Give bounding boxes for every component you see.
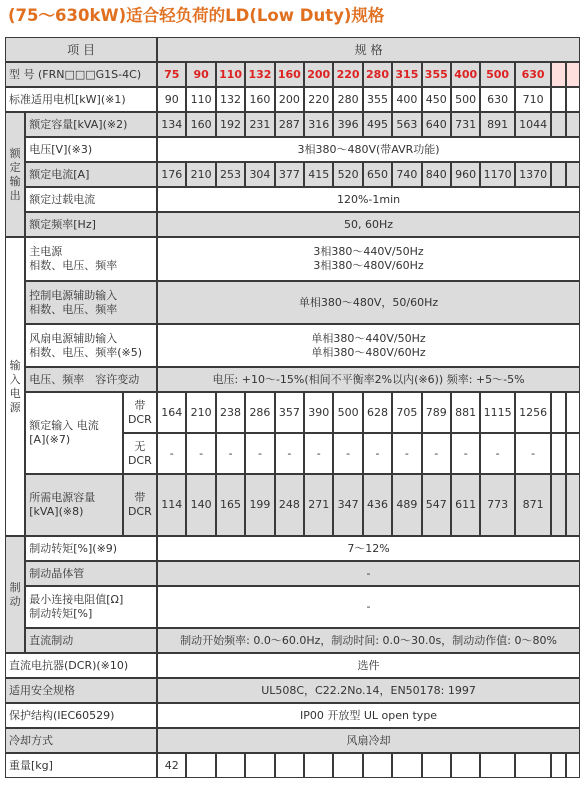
input-current-nodcr-value: -: [245, 433, 274, 474]
header-item: 项 目: [5, 37, 157, 62]
motor-value: 450: [422, 87, 451, 112]
input-current-value: 789: [422, 392, 451, 433]
capacity-value: 160: [186, 112, 215, 137]
current-value: 210: [186, 162, 215, 187]
input-current-nodcr-value: -: [186, 433, 215, 474]
weight-value: [216, 753, 245, 778]
input-current-nodcr-value: -: [480, 433, 514, 474]
current-value: 520: [333, 162, 362, 187]
brake-transistor-value: -: [157, 561, 580, 586]
model-value: 400: [451, 62, 480, 87]
capacity-row: [5, 112, 580, 137]
voltage-row: [5, 137, 580, 162]
frequency-row: [5, 212, 580, 237]
input-current-value: 1256: [515, 392, 552, 433]
tolerance-value: 电压: +10～-15%(相间不平衡率2%以内(※6)) 频率: +5～-5%: [157, 367, 580, 392]
input-current-nodcr-value: -: [515, 433, 552, 474]
input-current-nodcr-value: -: [363, 433, 392, 474]
capacity-value: 396: [333, 112, 362, 137]
control-aux-row: [5, 281, 580, 324]
cooling-value: 风扇冷却: [157, 728, 580, 753]
input-current-value: 286: [245, 392, 274, 433]
required-capacity-value: 871: [515, 474, 552, 536]
required-capacity-value: 248: [275, 474, 304, 536]
dc-braking-value: 制动开始频率: 0.0～60.0Hz，制动时间: 0.0～30.0s，制动动作值: 0～80%: [157, 628, 580, 653]
model-label: 型 号 (FRN□□□G1S-4C): [5, 62, 157, 87]
input-current-nodcr-value: -: [392, 433, 421, 474]
header-spec: 规 格: [157, 37, 580, 62]
input-current-nodcr-value: -: [422, 433, 451, 474]
cooling-label: 冷却方式: [5, 728, 157, 753]
input-current-value: 164: [157, 392, 186, 433]
weight-value: 42: [157, 753, 186, 778]
without-dcr-label: 无 DCR: [123, 433, 157, 474]
min-resistor-row: [5, 586, 580, 628]
empty-cell: [566, 112, 580, 137]
model-value: 132: [245, 62, 274, 87]
motor-label: 标准适用电机[kW](※1): [5, 87, 157, 112]
required-capacity-value: 547: [422, 474, 451, 536]
input-current-nodcr-value: -: [216, 433, 245, 474]
fan-aux-label: 风扇电源辅助输入 相数、电压、频率(※5): [25, 324, 157, 367]
input-current-value: 881: [451, 392, 480, 433]
current-value: 840: [422, 162, 451, 187]
model-value: 220: [333, 62, 362, 87]
input-current-nodcr-value: -: [275, 433, 304, 474]
motor-value: 110: [186, 87, 215, 112]
dc-braking-row: [5, 628, 580, 653]
current-value: 253: [216, 162, 245, 187]
required-capacity-value: 611: [451, 474, 480, 536]
weight-value: [304, 753, 333, 778]
current-value: 377: [275, 162, 304, 187]
capacity-value: 287: [275, 112, 304, 137]
empty-cell: [551, 112, 565, 137]
spec-table: [5, 37, 580, 778]
motor-value: 280: [333, 87, 362, 112]
motor-value: 630: [480, 87, 514, 112]
input-current-value: 238: [216, 392, 245, 433]
empty-cell: [551, 162, 565, 187]
cooling-row: [5, 728, 580, 753]
protection-row: [5, 703, 580, 728]
capacity-value: 134: [157, 112, 186, 137]
fan-aux-row: [5, 324, 580, 367]
brake-torque-row: [5, 536, 580, 561]
current-row: [5, 162, 580, 187]
weight-value: [275, 753, 304, 778]
capacity-label: 额定容量[kVA](※2): [25, 112, 157, 137]
frequency-label: 额定频率[Hz]: [25, 212, 157, 237]
fan-aux-value: 单相380～440V/50Hz 单相380～480V/60Hz: [157, 324, 580, 367]
input-current-value: 390: [304, 392, 333, 433]
weight-value: [515, 753, 552, 778]
dcr-row: [5, 653, 580, 678]
control-aux-label: 控制电源辅助输入 相数、电压、频率: [25, 281, 157, 324]
input-current-value: 357: [275, 392, 304, 433]
main-power-value: 3相380～440V/50Hz 3相380～480V/60Hz: [157, 237, 580, 281]
current-label: 额定电流[A]: [25, 162, 157, 187]
current-value: 415: [304, 162, 333, 187]
weight-value: [363, 753, 392, 778]
current-value: 650: [363, 162, 392, 187]
dcr-label: 直流电抗器(DCR)(※10): [5, 653, 157, 678]
model-value: 110: [216, 62, 245, 87]
required-capacity-value: 140: [186, 474, 215, 536]
current-value: 740: [392, 162, 421, 187]
weight-value: [451, 753, 480, 778]
input-current-value: 628: [363, 392, 392, 433]
weight-value: [422, 753, 451, 778]
main-power-row: [5, 237, 580, 281]
empty-cell: [551, 392, 565, 433]
weight-value: [480, 753, 514, 778]
overload-row: [5, 187, 580, 212]
safety-row: [5, 678, 580, 703]
empty-cell: [566, 162, 580, 187]
with-dcr-label: 带 DCR: [123, 474, 157, 536]
brake-transistor-label: 制动晶体管: [25, 561, 157, 586]
model-value: 355: [422, 62, 451, 87]
capacity-value: 640: [422, 112, 451, 137]
weight-value: [333, 753, 362, 778]
required-capacity-value: 271: [304, 474, 333, 536]
input-current-value: 705: [392, 392, 421, 433]
required-capacity-label: 所需电源容量 [kVA](※8): [25, 474, 122, 536]
motor-value: 400: [392, 87, 421, 112]
dc-braking-label: 直流制动: [25, 628, 157, 653]
brake-transistor-row: [5, 561, 580, 586]
input-current-value: 210: [186, 392, 215, 433]
motor-value: 500: [451, 87, 480, 112]
empty-cell: [566, 392, 580, 433]
motor-value: 220: [304, 87, 333, 112]
current-value: 1370: [515, 162, 552, 187]
required-capacity-value: 114: [157, 474, 186, 536]
safety-label: 适用安全规格: [5, 678, 157, 703]
input-current-value: 1115: [480, 392, 514, 433]
empty-cell: [551, 62, 565, 87]
tolerance-row: [5, 367, 580, 392]
capacity-value: 495: [363, 112, 392, 137]
weight-value: [392, 753, 421, 778]
motor-value: 160: [245, 87, 274, 112]
motor-value: 90: [157, 87, 186, 112]
with-dcr-label: 带 DCR: [123, 392, 157, 433]
required-capacity-value: 436: [363, 474, 392, 536]
empty-cell: [551, 433, 565, 474]
empty-cell: [566, 474, 580, 536]
weight-value: [186, 753, 215, 778]
current-value: 304: [245, 162, 274, 187]
current-value: 176: [157, 162, 186, 187]
empty-cell: [566, 62, 580, 87]
capacity-value: 1044: [515, 112, 552, 137]
min-resistor-label: 最小连接电阻值[Ω] 制动转矩[%]: [25, 586, 157, 628]
capacity-value: 192: [216, 112, 245, 137]
motor-value: 355: [363, 87, 392, 112]
required-capacity-value: 347: [333, 474, 362, 536]
model-value: 315: [392, 62, 421, 87]
voltage-label: 电压[V](※3): [25, 137, 157, 162]
model-value: 160: [275, 62, 304, 87]
tolerance-label: 电压、频率 容许变动: [25, 367, 157, 392]
current-value: 960: [451, 162, 480, 187]
input-power-group-label: 输 入 电 源: [5, 237, 25, 536]
required-capacity-value: 199: [245, 474, 274, 536]
model-value: 75: [157, 62, 186, 87]
model-value: 280: [363, 62, 392, 87]
protection-label: 保护结构(IEC60529): [5, 703, 157, 728]
empty-cell: [551, 474, 565, 536]
model-value: 630: [515, 62, 552, 87]
empty-cell: [551, 87, 565, 112]
rated-output-group-label: 额 定 输 出: [5, 112, 25, 237]
motor-value: 710: [515, 87, 552, 112]
required-capacity-value: 773: [480, 474, 514, 536]
overload-label: 额定过载电流: [25, 187, 157, 212]
input-current-nodcr-value: -: [333, 433, 362, 474]
input-current-nodcr-value: -: [451, 433, 480, 474]
motor-value: 200: [275, 87, 304, 112]
min-resistor-value: -: [157, 586, 580, 628]
model-value: 200: [304, 62, 333, 87]
input-current-dcr-row: [5, 392, 580, 433]
required-capacity-value: 165: [216, 474, 245, 536]
capacity-value: 891: [480, 112, 514, 137]
required-capacity-row: [5, 474, 580, 536]
main-power-label: 主电源 相数、电压、频率: [25, 237, 157, 281]
page-title: (75～630kW)适合轻负荷的LD(Low Duty)规格: [8, 6, 385, 25]
brake-torque-label: 制动转矩[%](※9): [25, 536, 157, 561]
weight-label: 重量[kg]: [5, 753, 157, 778]
capacity-value: 731: [451, 112, 480, 137]
model-row: [5, 62, 580, 87]
safety-value: UL508C，C22.2No.14，EN50178: 1997: [157, 678, 580, 703]
control-aux-value: 单相380～480V，50/60Hz: [157, 281, 580, 324]
empty-cell: [551, 753, 565, 778]
current-value: 1170: [480, 162, 514, 187]
motor-row: [5, 87, 580, 112]
frequency-value: 50, 60Hz: [157, 212, 580, 237]
overload-value: 120%-1min: [157, 187, 580, 212]
weight-row: [5, 753, 580, 778]
input-current-nodcr-value: -: [157, 433, 186, 474]
empty-cell: [566, 753, 580, 778]
motor-value: 132: [216, 87, 245, 112]
capacity-value: 316: [304, 112, 333, 137]
empty-cell: [566, 433, 580, 474]
capacity-value: 563: [392, 112, 421, 137]
protection-value: IP00 开放型 UL open type: [157, 703, 580, 728]
model-value: 90: [186, 62, 215, 87]
capacity-value: 231: [245, 112, 274, 137]
input-current-label: 额定输入 电流 [A](※7): [25, 392, 122, 474]
voltage-value: 3相380～480V(带AVR功能): [157, 137, 580, 162]
braking-group-label: 制 动: [5, 536, 25, 653]
model-value: 500: [480, 62, 514, 87]
dcr-value: 选件: [157, 653, 580, 678]
empty-cell: [566, 87, 580, 112]
brake-torque-value: 7～12%: [157, 536, 580, 561]
required-capacity-value: 489: [392, 474, 421, 536]
input-current-nodcr-value: -: [304, 433, 333, 474]
weight-value: [245, 753, 274, 778]
input-current-value: 500: [333, 392, 362, 433]
